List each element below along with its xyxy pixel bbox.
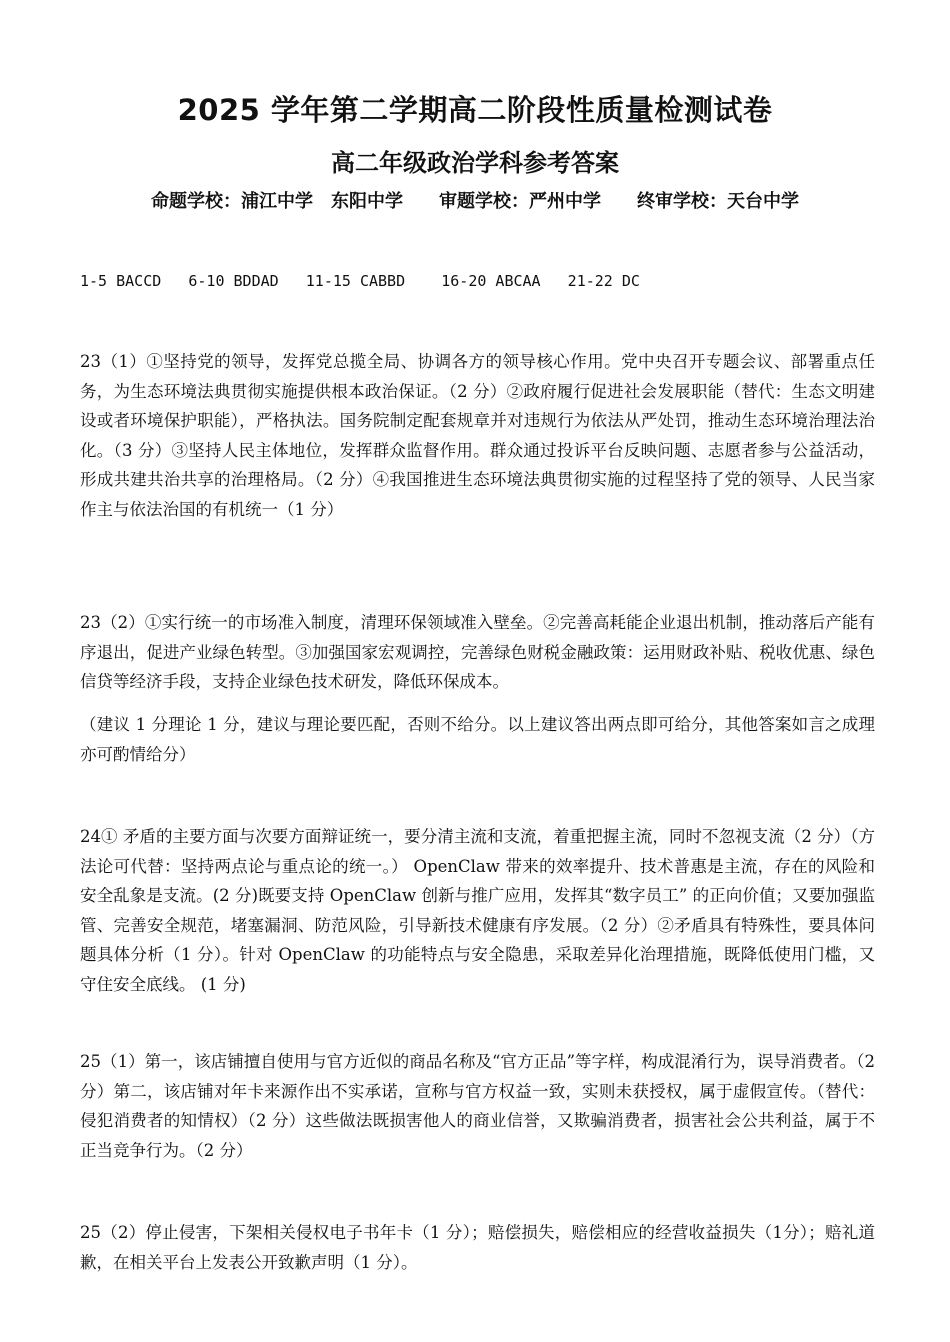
school-info: 命题学校：浦江中学 东阳中学 审题学校：严州中学 终审学校：天台中学 (151, 191, 799, 212)
answer-25-1: 25（1）第一，该店铺擅自使用与官方近似的商品名称及“官方正品”等字样，构成混淆行为，误导消费者。（2 分）第二，该店铺对年卡来源作出不实承诺，宣称与官方权益一致，实则未获授权，属于虚假宣传。（替代：侵犯消费者的知情权）（2 分）这些做法既损害他人的商业信誉，又欺骗消费者，损害社会公共利益，属于不正当竞争行为。（2 分） (80, 1052, 875, 1160)
answer-24: 24① 矛盾的主要方面与次要方面辩证统一，要分清主流和支流，着重把握主流，同时不忽视支流（2 分）（方法论可代替：坚持两点论与重点论的统一。） OpenClaw 带来的效率提升、技术普惠是主流，存在的风险和安全乱象是支流。(2 分)既要支持 OpenClaw 创新与推广应用，发挥其“数字员工” 的正向价值；又要加强监管、完善安全规范，堵塞漏洞、防范风险，引导新技术健康有序发展。（2 分）②矛盾具有特殊性，要具体问题具体分析（1 分）。针对 OpenClaw 的功能特点与安全隐患，采取差异化治理措施，既降低使用门槛，又守住安全底线。 (1 分) (80, 827, 875, 994)
answer-23-2: 23（2）①实行统一的市场准入制度，清理环保领域准入壁垒。②完善高耗能企业退出机制，推动落后产能有序退出，促进产业绿色转型。③加强国家宏观调控，完善绿色财税金融政策：运用财政补贴、税收优惠、绿色信贷等经济手段，支持企业绿色技术研发，降低环保成本。 (80, 613, 875, 691)
multiple-choice-answers: 1-5 BACCD 6-10 BDDAD 11-15 CABBD 16-20 ABCAA 21-22 DC (80, 272, 640, 290)
answer-23-1: 23（1）①坚持党的领导，发挥党总揽全局、协调各方的领导核心作用。党中央召开专题会议、部署重点任务，为生态环境法典贯彻实施提供根本政治保证。（2 分）②政府履行促进社会发展职能（替代：生态文明建设或者环境保护职能），严格执法。国务院制定配套规章并对违规行为依法从严处罚，推动生态环境治理法治化。（3 分）③坚持人民主体地位，发挥群众监督作用。群众通过投诉平台反映问题、志愿者参与公益活动，形成共建共治共享的治理格局。（2 分）④我国推进生态环境法典贯彻实施的过程坚持了党的领导、人民当家作主与依法治国的有机统一（1 分） (80, 352, 875, 519)
answer-25-2: 25（2）停止侵害，下架相关侵权电子书年卡（1 分）；赔偿损失，赔偿相应的经营收益损失（1分）；赔礼道歉，在相关平台上发表公开致歉声明（1 分）。 (80, 1223, 875, 1272)
answer-23-2-note: （建议 1 分理论 1 分，建议与理论要匹配，否则不给分。以上建议答出两点即可给分，其他答案如言之成理亦可酌情给分） (80, 715, 875, 764)
document-subtitle: 高二年级政治学科参考答案 (331, 149, 619, 177)
document-title: 2025 学年第二学期高二阶段性质量检测试卷 (177, 93, 773, 127)
